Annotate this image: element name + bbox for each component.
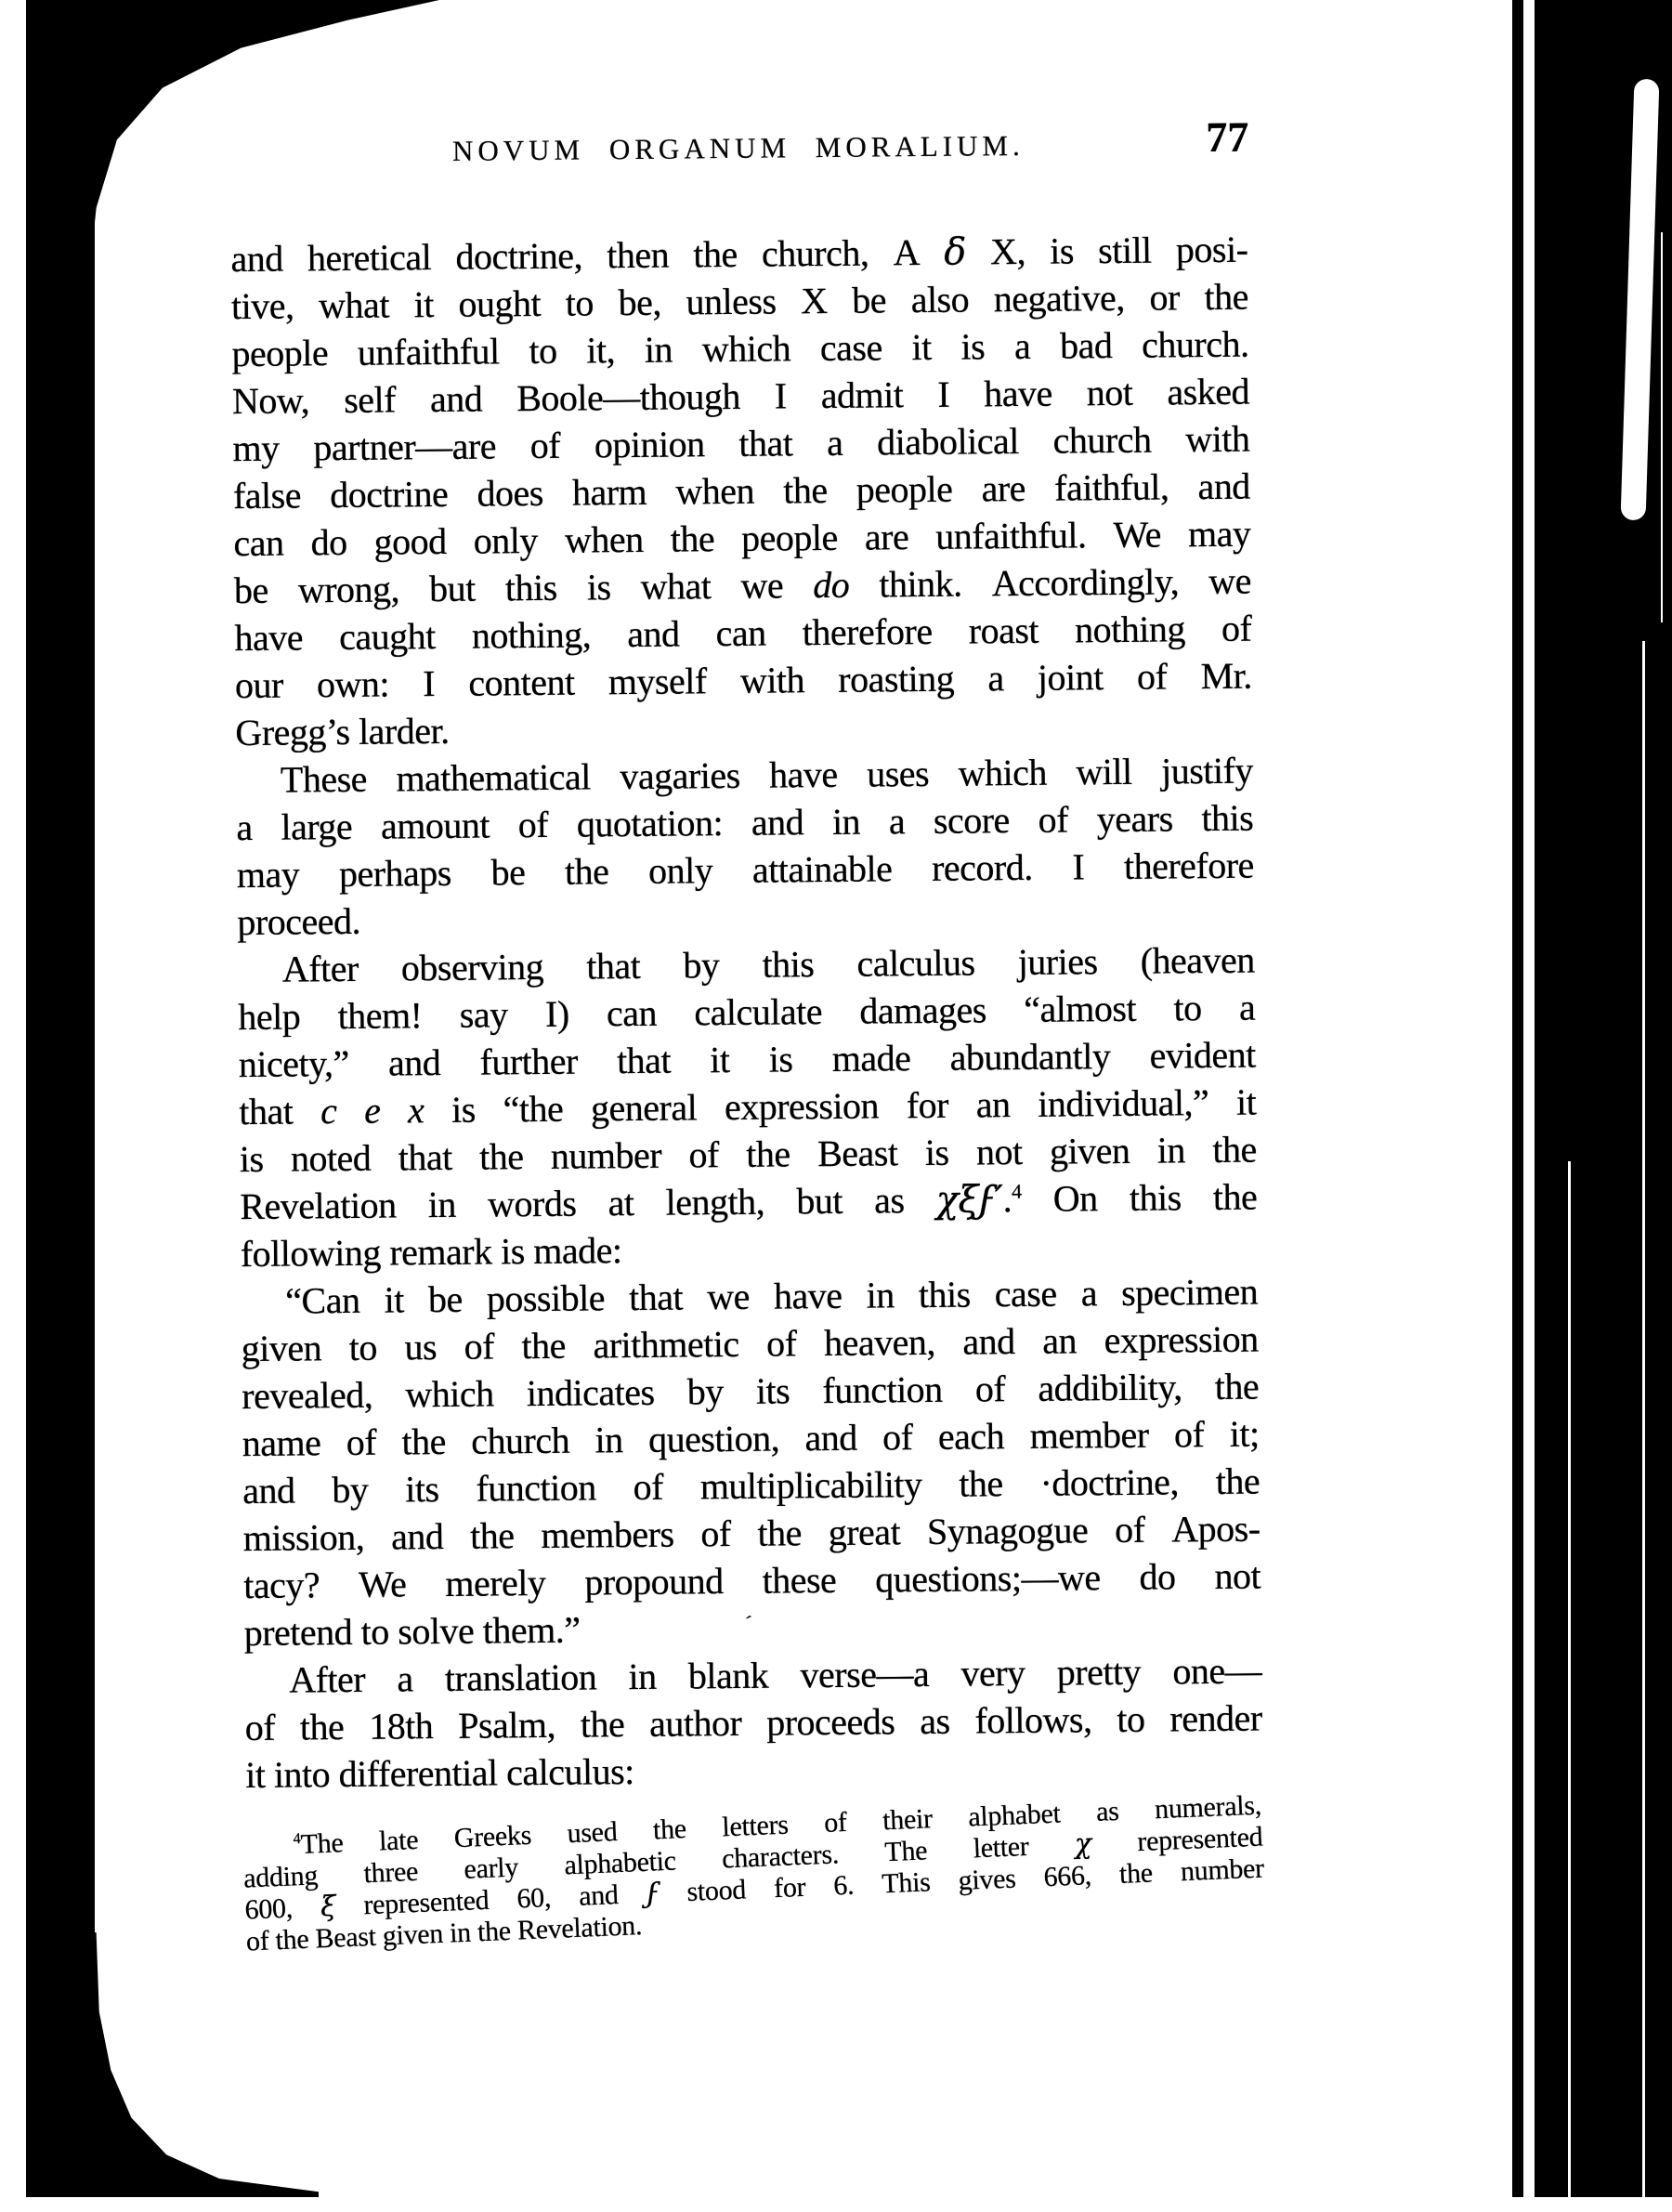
gutter-hairline-streak: [1642, 641, 1645, 2197]
page-number: 77: [1206, 112, 1249, 162]
body-text-line: that c e x is “the general expression for an individual,” it: [239, 1080, 1257, 1133]
body-text-line: mission, and the members of the great Synagogue of Apos-: [242, 1507, 1261, 1560]
body-text-line: have caught nothing, and can therefore roast nothing of: [234, 607, 1252, 660]
body-text-line: tive, what it ought to be, unless X be also negative, or the: [230, 275, 1249, 328]
body-text-line: and by its function of multiplicability the ·doctrine, the: [242, 1459, 1261, 1512]
body-text-line: help them! say I) can calculate damages “almost to a: [238, 986, 1256, 1039]
scan-gutter-right-band: [1503, 0, 1672, 2197]
body-text-line: may perhaps be the only attainable record. I therefore: [236, 844, 1255, 897]
body-text-line: Now, self and Boole—though I admit I have not asked: [231, 370, 1250, 423]
body-text-line: “Can it be possible that we have in this case a specimen: [285, 1270, 1259, 1322]
body-text-line: a large amount of quotation: and in a score of years this: [236, 796, 1254, 849]
body-text-line: it into differential calculus:: [244, 1750, 634, 1797]
body-text-line: false doctrine does harm when the people are faithful, and: [232, 465, 1251, 517]
body-text-line: tacy? We merely propound these questions;—we do not: [243, 1554, 1261, 1607]
running-head: [229, 112, 1249, 193]
body-text-line: is noted that the number of the Beast is not given in the: [239, 1128, 1257, 1181]
footnote-text-line: 600, ξ represented 60, and ϝ stood for 6. This gives 666, the number: [243, 1852, 1265, 1926]
body-text-line: revealed, which indicates by its function of addibility, the: [242, 1365, 1260, 1418]
footnote-text-line: $^4$The late Greeks used the letters of their alphabet as numerals,: [293, 1789, 1262, 1861]
body-text-line: and heretical doctrine, then the church, A δ X, is still posi-: [230, 228, 1248, 281]
body-text-line: These mathematical vagaries have uses which will justify: [280, 749, 1254, 801]
body-text-line: After observing that by this calculus juries (heaven: [281, 938, 1256, 990]
gutter-hairline-streak: [1661, 232, 1663, 622]
body-text-line: be wrong, but this is what we do think. Accordingly, we: [233, 559, 1252, 612]
footnote-text-line: of the Beast given in the Revelation.: [245, 1910, 643, 1957]
body-text-line: our own: I content myself with roasting a joint of Mr.: [234, 654, 1252, 707]
page-header-title: NOVUM ORGANUM MORALIUM.: [451, 128, 1025, 167]
footnote-text-line: adding three early alphabetic characters. The letter χ represented: [242, 1821, 1263, 1894]
body-text-line: pretend to solve them.”: [243, 1608, 581, 1655]
body-text-line: Gregg’s larder.: [235, 709, 450, 754]
body-text-line: nicety,” and further that it is made abundantly evident: [238, 1033, 1257, 1086]
body-text-line: can do good only when the people are unfaithful. We may: [233, 512, 1251, 565]
gutter-highlight-streak: [1621, 79, 1660, 521]
body-text-line: given to us of the arithmetic of heaven, and an expression: [241, 1317, 1259, 1370]
body-text-line: people unfaithful to it, in which case it is a bad church.: [231, 322, 1249, 375]
ink-speck: ˊ: [739, 1610, 754, 1639]
footnote-block: [242, 1790, 1266, 1958]
body-text-line: my partner—are of opinion that a diabolical church with: [232, 417, 1250, 470]
body-text-line: name of the church in question, and of each member of it;: [242, 1412, 1260, 1465]
body-text-line: proceed.: [237, 899, 361, 944]
body-text-block: [230, 226, 1262, 1799]
body-text-line: After a translation in blank verse—a very pretty one—: [288, 1649, 1262, 1701]
body-text-line: following remark is made:: [240, 1229, 622, 1276]
body-text-line: of the 18th Psalm, the author proceeds as follows, to render: [244, 1696, 1262, 1749]
gutter-hairline-streak: [1568, 1161, 1571, 2197]
body-text-line: Revelation in words at length, but as χξϝ′.$^4$ On this the: [240, 1175, 1258, 1228]
